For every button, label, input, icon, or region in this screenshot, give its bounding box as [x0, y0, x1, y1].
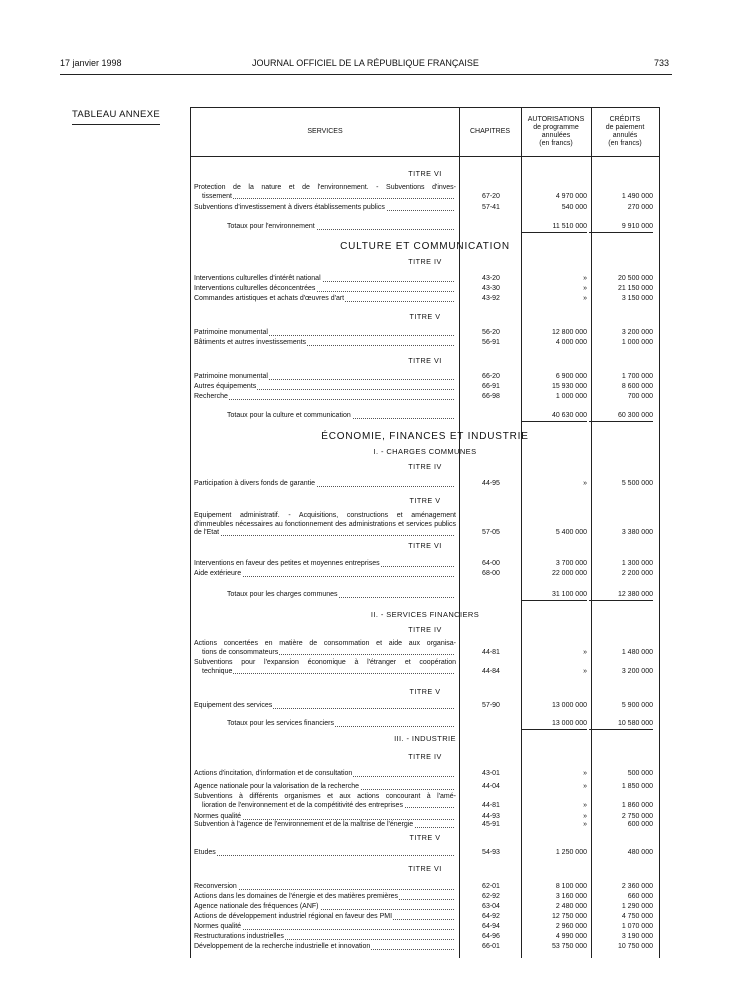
credits-value: 600 000 [627, 821, 653, 828]
annex-table [190, 107, 660, 958]
credits-value: 10 580 000 [589, 720, 653, 730]
service-label-text: Equipement des services [194, 702, 273, 709]
service-label [194, 783, 456, 792]
autorisations-value: » [583, 770, 587, 777]
titre-label: TITRE VI [408, 356, 442, 365]
annex-title-rule [72, 124, 160, 125]
service-label [194, 275, 456, 284]
titre-label: TITRE V [409, 312, 441, 321]
autorisations-value: 2 960 000 [555, 923, 587, 930]
service-label-text: Totaux pour les services financiers [227, 720, 334, 727]
credits-value: 1 290 000 [621, 903, 653, 910]
titre-heading [191, 313, 659, 323]
credits-value: 1 850 000 [621, 783, 653, 790]
service-label-text: Recherche [194, 393, 228, 400]
credits-value: 3 150 000 [621, 295, 653, 302]
service-label-text: Normes qualité [194, 923, 242, 930]
service-label [194, 913, 456, 922]
autorisations-value: 4 970 000 [555, 192, 587, 200]
chapter-code: 44-93 [482, 813, 500, 820]
chapter-code: 43-20 [482, 275, 500, 282]
credits-value: 3 200 000 [621, 667, 653, 675]
service-label-line: Subventions à différents organismes et aux actions concourant à l'amé- [194, 793, 456, 800]
service-label-text: Totaux pour la culture et communication [227, 412, 351, 419]
service-label-text: Interventions en faveur des petites et moyennes entreprises [194, 560, 380, 567]
service-label [194, 295, 456, 304]
subsection-heading [191, 735, 659, 745]
chapter-code: 57-05 [482, 529, 500, 536]
service-label-text: Normes qualité [194, 813, 242, 820]
chapter-code: 44-04 [482, 783, 500, 790]
chapter-code: 43-30 [482, 285, 500, 292]
service-label [194, 373, 456, 382]
subsection-heading [191, 611, 659, 621]
credits-value: 480 000 [627, 849, 653, 856]
credits-value: 3 200 000 [621, 329, 653, 336]
service-label-text: Commandes artistiques et achats d'œuvres d'art [194, 295, 345, 302]
chapter-code: 57-90 [482, 702, 500, 709]
titre-label: TITRE IV [408, 462, 442, 471]
service-label [194, 383, 456, 392]
service-label-text: Bâtiments et autres investissements [194, 339, 307, 346]
autorisations-value: 40 630 000 [521, 412, 587, 422]
titre-label: TITRE V [409, 496, 441, 505]
col-header-credits: CRÉDITS de paiement annulés (en francs) [605, 116, 645, 147]
subsection-label: II. - SERVICES FINANCIERS [370, 610, 480, 619]
chapter-code: 45-91 [482, 821, 500, 828]
service-label [194, 849, 456, 858]
service-label-text: Interventions culturelles déconcentrées [194, 285, 316, 292]
service-label [194, 480, 456, 489]
service-label [194, 793, 456, 810]
autorisations-value: » [583, 801, 587, 809]
service-label-text: Autres équipements [194, 383, 257, 390]
subsection-label: III. - INDUSTRIE [394, 734, 456, 743]
service-label-text: Développement de la recherche industrielle et innovation [194, 943, 371, 950]
service-label-text: Patrimoine monumental [194, 373, 268, 380]
service-label-text: Subvention à l'agence de l'environnement et de la maîtrise de l'énergie [194, 821, 414, 828]
autorisations-value: 13 000 000 [551, 702, 587, 709]
col-header-chapitres: CHAPITRES [469, 128, 511, 135]
chapter-code: 56-20 [482, 329, 500, 336]
autorisations-value: 53 750 000 [551, 943, 587, 950]
credits-value: 2 750 000 [621, 813, 653, 820]
chapter-code: 56-91 [482, 339, 500, 346]
col-header-autorisations: AUTORISATIONS de programme annulées (en francs) [527, 116, 585, 147]
service-label-line: Protection de la nature et de l'environnement. - Subventions d'inves- [194, 184, 456, 191]
service-label [194, 393, 456, 402]
titre-heading [191, 688, 659, 698]
service-label [194, 770, 456, 779]
service-label-text: Agence nationale des fréquences (ANF) [194, 903, 319, 910]
autorisations-value: 6 900 000 [555, 373, 587, 380]
service-label-continuation: tions de consommateurs [194, 649, 279, 656]
journal-title: JOURNAL OFFICIEL DE LA RÉPUBLIQUE FRANÇAISE [252, 58, 479, 68]
autorisations-value: 12 750 000 [551, 913, 587, 920]
credits-value: 2 360 000 [621, 883, 653, 890]
autorisations-value: 13 000 000 [521, 720, 587, 730]
service-label [194, 512, 456, 538]
service-label [194, 933, 456, 942]
chapter-code: 66-01 [482, 943, 500, 950]
service-label-continuation: technique [194, 668, 233, 675]
chapter-code: 64-94 [482, 923, 500, 930]
subsection-heading [191, 448, 659, 458]
credits-value: 660 000 [627, 893, 653, 900]
chapter-code: 54-93 [482, 849, 500, 856]
titre-heading [191, 865, 659, 875]
credits-value: 1 300 000 [621, 560, 653, 567]
autorisations-value: » [583, 275, 587, 282]
service-label [194, 659, 456, 676]
titre-label: TITRE VI [408, 864, 442, 873]
titre-heading [191, 357, 659, 367]
titre-label: TITRE V [409, 833, 441, 842]
titre-heading [191, 542, 659, 552]
service-label-text: Restructurations industrielles [194, 933, 284, 940]
service-label [227, 412, 456, 421]
autorisations-value: » [583, 285, 587, 292]
chapter-code: 43-01 [482, 770, 500, 777]
titre-label: TITRE IV [408, 257, 442, 266]
chapter-code: 64-96 [482, 933, 500, 940]
credits-value: 1 070 000 [621, 923, 653, 930]
service-label [194, 923, 456, 932]
titre-heading [191, 497, 659, 507]
autorisations-value: 3 700 000 [555, 560, 587, 567]
service-label [194, 560, 456, 569]
chapter-code: 66-91 [482, 383, 500, 390]
section-label: CULTURE ET COMMUNICATION [340, 241, 510, 252]
titre-label: TITRE VI [408, 541, 442, 550]
credits-value: 10 750 000 [617, 943, 653, 950]
titre-heading [191, 626, 659, 636]
titre-heading [191, 170, 659, 180]
chapter-code: 44-95 [482, 480, 500, 487]
header-date: 17 janvier 1998 [60, 58, 122, 68]
service-label-text: Etudes [194, 849, 216, 856]
column-divider [459, 108, 460, 958]
autorisations-value: 11 510 000 [521, 223, 587, 233]
chapter-code: 44-81 [482, 801, 500, 809]
chapter-code: 62-92 [482, 893, 500, 900]
autorisations-value: 12 800 000 [551, 329, 587, 336]
chapter-code: 44-81 [482, 648, 500, 656]
titre-label: TITRE IV [408, 752, 442, 761]
service-label-text: Interventions culturelles d'intérêt national [194, 275, 321, 282]
credits-value: 1 000 000 [621, 339, 653, 346]
credits-value: 270 000 [627, 204, 653, 211]
autorisations-value: 4 990 000 [555, 933, 587, 940]
service-label-text: Subventions d'investissement à divers établissements publics [194, 204, 385, 211]
titre-label: TITRE V [409, 687, 441, 696]
service-label-text: Patrimoine monumental [194, 329, 268, 336]
credits-value: 1 480 000 [621, 648, 653, 656]
service-label [194, 893, 456, 902]
service-label [227, 223, 456, 232]
service-label [194, 883, 456, 892]
titre-heading [191, 834, 659, 844]
chapter-code: 44-84 [482, 667, 500, 675]
service-label [227, 720, 456, 729]
service-label [194, 285, 456, 294]
header-rule [60, 74, 672, 75]
credits-value: 2 200 000 [621, 570, 653, 577]
section-label: ÉCONOMIE, FINANCES ET INDUSTRIE [321, 431, 529, 442]
chapter-code: 66-98 [482, 393, 500, 400]
service-label [194, 339, 456, 348]
service-label-line: Subventions pour l'expansion économique à l'étranger et coopération [194, 659, 456, 666]
credits-value: 700 000 [627, 393, 653, 400]
chapter-code: 64-92 [482, 913, 500, 920]
chapter-code: 68-00 [482, 570, 500, 577]
service-label-text: Actions de développement industriel régional en faveur des PMI [194, 913, 393, 920]
annex-title: TABLEAU ANNEXE [72, 109, 160, 120]
section-heading [191, 243, 659, 253]
service-label [194, 821, 456, 830]
credits-value: 5 900 000 [621, 702, 653, 709]
autorisations-value: » [583, 813, 587, 820]
service-label-line: Actions concertées en matière de consommation et aide aux organisa- [194, 640, 456, 647]
titre-heading [191, 258, 659, 268]
credits-value: 5 500 000 [621, 480, 653, 487]
chapter-code: 43-92 [482, 295, 500, 302]
autorisations-value: » [583, 821, 587, 828]
autorisations-value: » [583, 480, 587, 487]
service-label-continuation: lioration de l'environnement et de la compétitivité des entreprises [194, 802, 404, 809]
service-label-text: Equipement administratif. - Acquisitions, constructions et aménagement d'immeubles nécessaires au fonctionnement des administrations et services publics de l'Etat [194, 512, 456, 536]
service-label-continuation: tissement [194, 193, 233, 200]
service-label-text: Totaux pour l'environnement [227, 223, 315, 230]
titre-heading [191, 463, 659, 473]
autorisations-value: 5 400 000 [555, 529, 587, 536]
autorisations-value: 15 930 000 [551, 383, 587, 390]
credits-value: 1 860 000 [621, 801, 653, 809]
service-label-text: Aide extérieure [194, 570, 242, 577]
credits-value: 8 600 000 [621, 383, 653, 390]
autorisations-value: 4 000 000 [555, 339, 587, 346]
credits-value: 1 700 000 [621, 373, 653, 380]
chapter-code: 64-00 [482, 560, 500, 567]
autorisations-value: » [583, 667, 587, 675]
autorisations-value: 8 100 000 [555, 883, 587, 890]
autorisations-value: » [583, 295, 587, 302]
credits-value: 3 190 000 [621, 933, 653, 940]
service-label [194, 329, 456, 338]
credits-value: 60 300 000 [589, 412, 653, 422]
page-number: 733 [653, 58, 669, 68]
credits-value: 20 500 000 [617, 275, 653, 282]
service-label [194, 204, 456, 213]
autorisations-value: 31 100 000 [521, 591, 587, 601]
autorisations-value: 2 480 000 [555, 903, 587, 910]
section-heading [191, 433, 659, 443]
chapter-code: 66-20 [482, 373, 500, 380]
service-label-text: Actions dans les domaines de l'énergie et des matières premières [194, 893, 399, 900]
autorisations-value: » [583, 648, 587, 656]
credits-value: 12 380 000 [589, 591, 653, 601]
col-header-services: SERVICES [307, 128, 343, 135]
service-label-text: Totaux pour les charges communes [227, 591, 338, 598]
autorisations-value: 1 250 000 [555, 849, 587, 856]
service-label [194, 702, 456, 711]
credits-value: 1 490 000 [621, 192, 653, 200]
chapter-code: 63-04 [482, 903, 500, 910]
credits-value: 3 380 000 [621, 529, 653, 536]
service-label [194, 943, 456, 952]
credits-value: 4 750 000 [621, 913, 653, 920]
chapter-code: 67-20 [482, 192, 500, 200]
autorisations-value: 22 000 000 [551, 570, 587, 577]
service-label-text: Agence nationale pour la valorisation de la recherche [194, 783, 359, 790]
service-label [194, 570, 456, 579]
autorisations-value: 3 160 000 [555, 893, 587, 900]
autorisations-value: 1 000 000 [555, 393, 587, 400]
service-label-text: Participation à divers fonds de garantie [194, 480, 316, 487]
service-label-text: Reconversion [194, 883, 237, 890]
titre-label: TITRE IV [408, 625, 442, 634]
service-label-text: Actions d'incitation, d'information et de consultation [194, 770, 353, 777]
autorisations-value: » [583, 783, 587, 790]
credits-value: 21 150 000 [617, 285, 653, 292]
chapter-code: 62-01 [482, 883, 500, 890]
subsection-label: I. - CHARGES COMMUNES [373, 447, 477, 456]
credits-value: 500 000 [627, 770, 653, 777]
titre-label: TITRE VI [408, 169, 442, 178]
header-bottom-rule [191, 156, 659, 157]
service-label [194, 184, 456, 201]
service-label [194, 903, 456, 912]
autorisations-value: 540 000 [561, 204, 587, 211]
credits-value: 9 910 000 [589, 223, 653, 233]
service-label [194, 640, 456, 657]
service-label [227, 591, 456, 600]
titre-heading [191, 753, 659, 763]
chapter-code: 57-41 [482, 204, 500, 211]
